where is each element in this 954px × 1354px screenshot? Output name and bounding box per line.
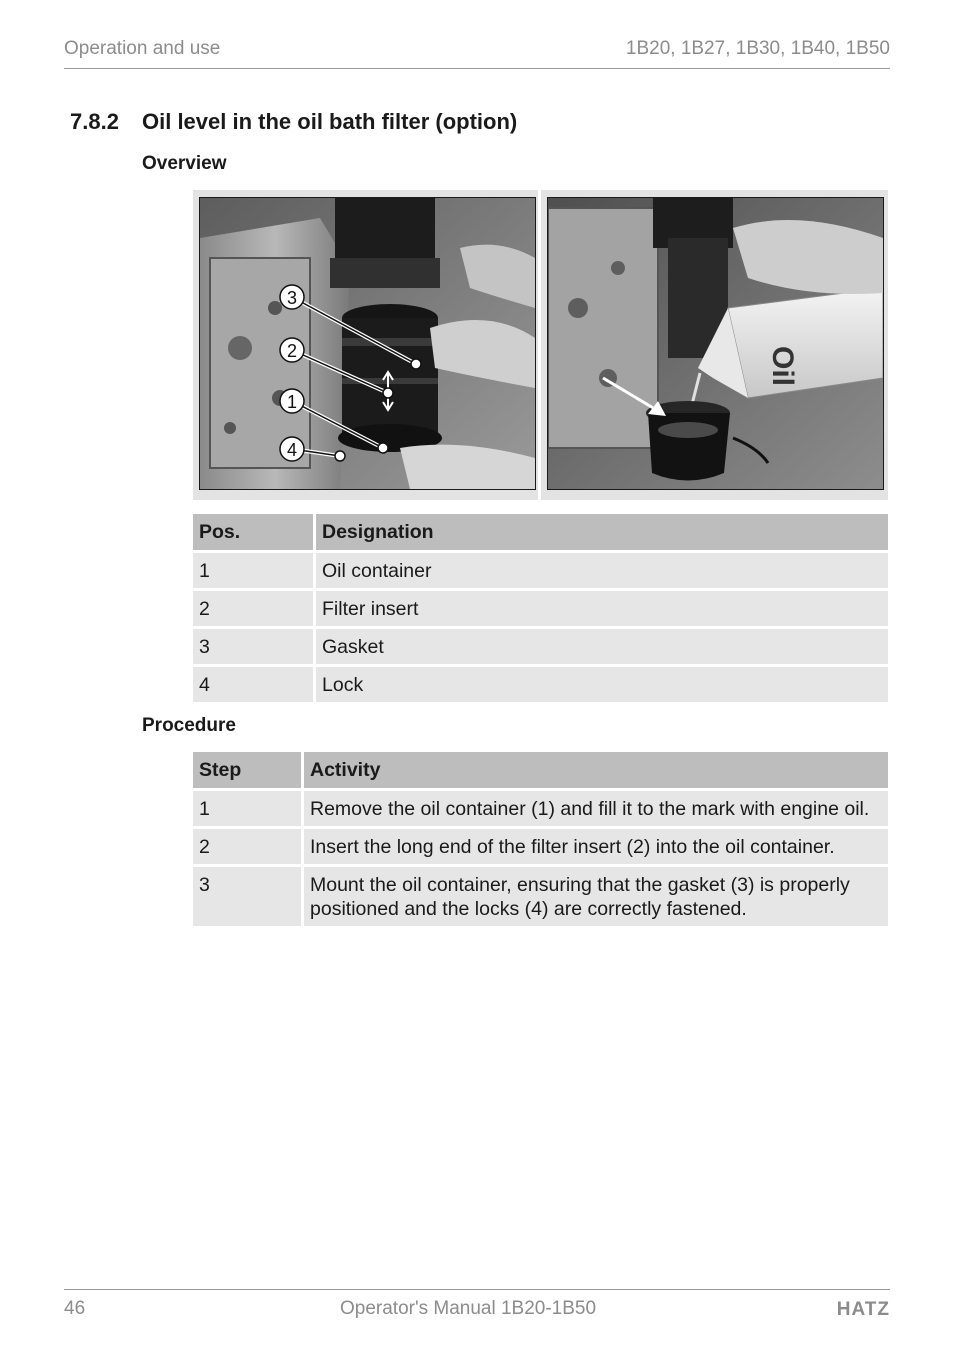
section-number: 7.8.2 [70,109,119,134]
positions-header-row [193,514,888,550]
page-footer [64,1289,890,1330]
pos-cell: 2 [193,591,313,626]
section-title: Oil level in the oil bath filter (option) [142,109,518,134]
pos-cell: 4 [193,667,313,702]
activity-cell: Mount the oil container, ensuring that the gasket (3) is properly positioned and the locks (4) are correctly fastened. [301,867,888,926]
oil-can-label: Oil [766,346,799,387]
overview-figure [193,190,888,500]
step-cell: 3 [193,867,301,926]
designation-cell: Gasket [313,629,888,664]
step-cell: 2 [193,829,301,864]
callout-2-label: 2 [286,341,298,361]
activity-cell: Insert the long end of the filter insert (2) into the oil container. [301,829,888,864]
designation-cell: Oil container [313,553,888,588]
table-row [193,629,888,664]
table-row [193,791,888,826]
col-header-designation: Designation [313,514,888,550]
procedure-table [193,749,888,929]
procedure-header-row [193,752,888,788]
overview-label: Overview [142,153,227,174]
header-models: 1B20, 1B27, 1B30, 1B40, 1B50 [625,38,890,59]
table-row [193,553,888,588]
figure-divider [538,190,541,500]
page-header [64,36,890,69]
brand-logo: HATZ [836,1299,890,1320]
page-number: 46 [64,1298,86,1319]
table-row [193,829,888,864]
positions-table [193,511,888,705]
header-section: Operation and use [64,38,221,59]
designation-cell: Lock [313,667,888,702]
pos-cell: 3 [193,629,313,664]
manual-title: Operator's Manual 1B20-1B50 [340,1298,597,1319]
callout-3-label: 3 [286,288,298,308]
table-row [193,867,888,926]
col-header-activity: Activity [301,752,888,788]
activity-cell: Remove the oil container (1) and fill it to the mark with engine oil. [301,791,888,826]
step-cell: 1 [193,791,301,826]
table-row [193,591,888,626]
col-header-pos: Pos. [193,514,313,550]
col-header-step: Step [193,752,301,788]
callout-4-label: 4 [286,440,298,460]
table-row [193,667,888,702]
photo-filter-assembly [199,197,536,490]
callout-1-label: 1 [286,392,298,412]
photo-filling-oil [547,197,884,490]
section-heading [70,109,517,135]
designation-cell: Filter insert [313,591,888,626]
procedure-label: Procedure [142,715,236,736]
pos-cell: 1 [193,553,313,588]
